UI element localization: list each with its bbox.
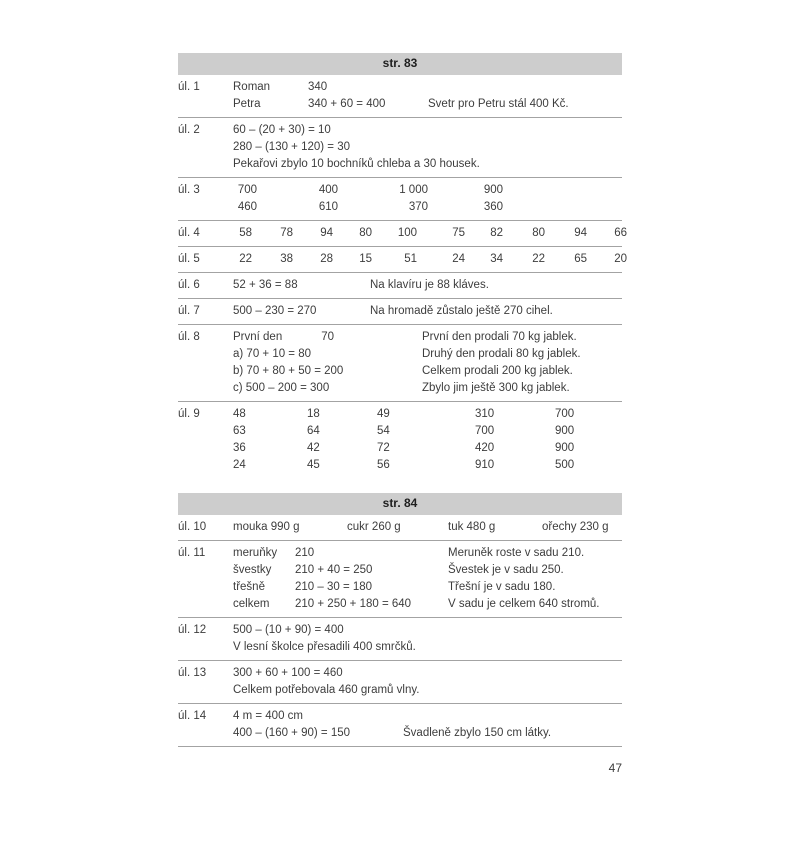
answer-sentence: Celkem prodali 200 kg jablek. [422,365,573,377]
answer-sentence: Švestek je v sadu 250. [448,564,564,576]
result-number: 49 [377,408,390,420]
exercise-body [233,122,622,173]
exercise-ul-2 [178,118,622,178]
result-number: 38 [280,253,293,265]
answer-sentence: Celkem potřebovala 460 gramů vlny. [233,684,420,696]
exercise-label: úl. 10 [178,521,207,533]
exercise-body [233,182,622,216]
exercise-ul-11 [178,541,622,618]
answer-sentence: V sadu je celkem 640 stromů. [448,598,600,610]
result-number: 80 [359,227,372,239]
result-number: 100 [397,227,417,239]
equation-line: 4 m = 400 cm [233,710,303,722]
equation-line: b) 70 + 80 + 50 = 200 [233,365,344,377]
exercise-label: úl. 12 [178,624,207,636]
answer-sentence: Druhý den prodali 80 kg jablek. [422,348,581,360]
result-number: 28 [320,253,333,265]
value: 340 [308,81,328,93]
section-header-str84: str. 84 [178,493,622,515]
result-number: 700 [555,408,575,420]
result-number: 58 [239,227,252,239]
result-number: 610 [318,201,338,213]
person-name: Roman [233,81,271,93]
exercise-body [233,519,622,536]
exercise-body [233,251,627,268]
exercise-label: úl. 7 [178,305,200,317]
answer-sentence: Pekařovi zbylo 10 bochníků chleba a 30 housek. [233,158,480,170]
result-number: 94 [574,227,587,239]
ingredient-value: cukr 260 g [347,521,401,533]
result-number: 1 000 [399,184,428,196]
equation-line [233,725,622,742]
result-number: 24 [452,253,465,265]
answer-sentence: Švadleně zbylo 150 cm látky. [403,727,552,739]
person-name: Petra [233,98,261,110]
exercise-body [233,665,622,699]
answer-key-page [178,53,627,777]
exercise-label: úl. 6 [178,279,200,291]
result-number: 420 [475,442,495,454]
exercise-body [233,277,622,294]
result-number: 56 [377,459,390,471]
exercise-body [233,329,622,397]
result-number: 48 [233,408,246,420]
result-number: 63 [233,425,246,437]
section-header-str83: str. 83 [178,53,622,75]
result-number: 900 [555,442,575,454]
exercise-ul-6 [178,273,622,299]
page-number: 47 [608,761,622,775]
exercise-body [233,79,622,113]
result-number: 22 [239,253,252,265]
answer-sentence: Třešní je v sadu 180. [448,581,556,593]
exercise-body [233,225,627,242]
equation-line: 280 – (130 + 120) = 30 [233,141,351,153]
exercise-ul-14 [178,704,622,747]
result-number: 94 [320,227,333,239]
ingredient-value: tuk 480 g [448,521,496,533]
exercise-label: úl. 13 [178,667,207,679]
result-number: 72 [377,442,390,454]
result-number: 65 [574,253,587,265]
result-number: 15 [359,253,372,265]
result-number: 500 [555,459,575,471]
exercise-label: úl. 4 [178,227,200,239]
result-number: 64 [307,425,320,437]
equation-line: c) 500 – 200 = 300 [233,382,330,394]
equation-line: 300 + 60 + 100 = 460 [233,667,343,679]
result-number: 400 [318,184,338,196]
exercise-ul-7 [178,299,622,325]
equation: 400 – (160 + 90) = 150 [233,727,351,739]
equation: 210 – 30 = 180 [295,581,373,593]
exercise-ul-4 [178,221,627,247]
equation-line: 60 – (20 + 30) = 10 [233,124,331,136]
result-number: 910 [475,459,495,471]
value: 340 + 60 = 400 [308,98,386,110]
result-number: 360 [483,201,503,213]
result-number: 75 [452,227,465,239]
result-number: 45 [307,459,320,471]
result-number: 51 [404,253,417,265]
result-number: 36 [233,442,246,454]
exercise-ul-8 [178,325,622,402]
exercise-label: úl. 9 [178,408,200,420]
result-number: 18 [307,408,320,420]
item-name: třešně [233,581,265,593]
result-number: 82 [490,227,503,239]
item-name: meruňky [233,547,278,559]
result-number: 42 [307,442,320,454]
exercise-ul-13 [178,661,622,704]
answer-sentence: Na klavíru je 88 kláves. [370,279,489,291]
result-number: 900 [555,425,575,437]
ingredient-value: ořechy 230 g [542,521,609,533]
result-number: 20 [614,253,627,265]
result-number: 80 [532,227,545,239]
exercise-label: úl. 14 [178,710,207,722]
exercise-ul-3 [178,178,622,221]
equation: 210 + 250 + 180 = 640 [295,598,412,610]
item-name: švestky [233,564,272,576]
exercise-ul-5 [178,247,627,273]
equation-line [233,329,422,346]
equation: 210 + 40 = 250 [295,564,373,576]
exercise-ul-1 [178,75,622,118]
result-number: 54 [377,425,390,437]
result-number: 34 [490,253,503,265]
exercise-label: úl. 3 [178,184,200,196]
result-number: 460 [237,201,257,213]
equation: 210 [295,547,315,559]
exercise-label: úl. 2 [178,124,200,136]
answer-sentence: Meruněk roste v sadu 210. [448,547,585,559]
equation-line: a) 70 + 10 = 80 [233,348,312,360]
equation-line: 500 – (10 + 90) = 400 [233,624,344,636]
equation: 500 – 230 = 270 [233,305,317,317]
exercise-body [233,406,622,474]
exercise-ul-12 [178,618,622,661]
item-name: celkem [233,598,270,610]
value: 70 [321,331,334,343]
result-number: 310 [475,408,495,420]
exercise-ul-9 [178,402,622,478]
result-number: 78 [280,227,293,239]
answer-sentence: V lesní školce přesadili 400 smrčků. [233,641,416,653]
exercise-body [233,545,622,613]
result-number: 370 [408,201,428,213]
result-number: 66 [614,227,627,239]
exercise-label: úl. 5 [178,253,200,265]
exercise-ul-10 [178,515,622,541]
result-number: 700 [237,184,257,196]
answer-sentence: Svetr pro Petru stál 400 Kč. [428,98,569,110]
ingredient-value: mouka 990 g [233,521,300,533]
label: První den [233,331,283,343]
result-number: 24 [233,459,246,471]
answer-sentence: Na hromadě zůstalo ještě 270 cihel. [370,305,553,317]
exercise-label: úl. 1 [178,81,200,93]
exercise-label: úl. 11 [178,547,206,559]
exercise-body [233,303,622,320]
equation: 52 + 36 = 88 [233,279,298,291]
answer-sentence: První den prodali 70 kg jablek. [422,331,577,343]
result-number: 900 [483,184,503,196]
exercise-body [233,708,622,742]
result-number: 22 [532,253,545,265]
answer-sentence: Zbylo jim ještě 300 kg jablek. [422,382,570,394]
exercise-body [233,622,622,656]
answer-sentence [428,79,622,96]
exercise-label: úl. 8 [178,331,200,343]
result-number: 700 [475,425,495,437]
